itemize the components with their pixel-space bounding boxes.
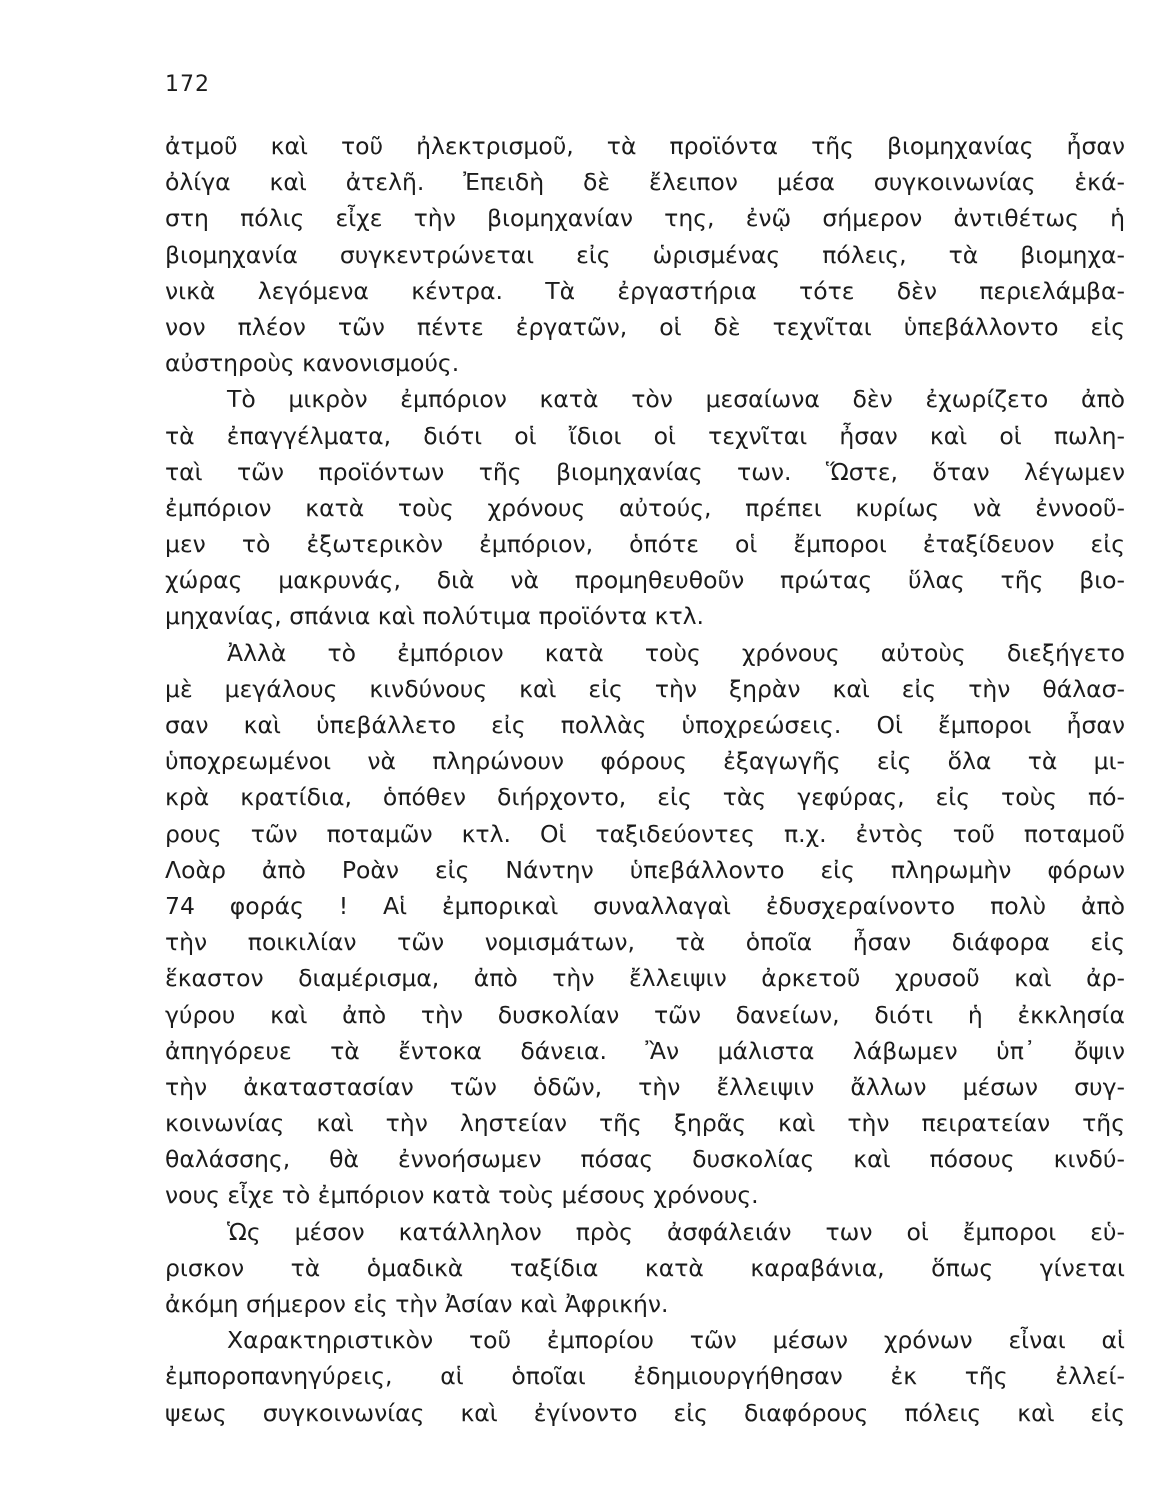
text-line: θαλάσσης, θὰ ἐννοήσωμεν πόσας δυσκολίας καὶ πόσους κινδύ- <box>165 1145 1125 1174</box>
text-line: ἀκόμη σήμερον εἰς τὴν Ἀσίαν καὶ Ἀφρικήν. <box>165 1290 669 1318</box>
text-line: νικὰ λεγόμενα κέντρα. Τὰ ἐργαστήρια τότε δὲν περιελάμβα- <box>165 276 1125 305</box>
text-line: Ὡς μέσον κατάλληλον πρὸς ἀσφάλειάν των οἱ ἔμποροι εὑ- <box>227 1217 1125 1246</box>
text-line: ἕκαστον διαμέρισμα, ἀπὸ τὴν ἔλλειψιν ἀρκετοῦ χρυσοῦ καὶ ἀρ- <box>165 964 1125 993</box>
page-number: 172 <box>165 72 210 97</box>
text-line: βιομηχανία συγκεντρώνεται εἰς ὡρισμένας πόλεις, τὰ βιομηχα- <box>165 240 1125 269</box>
text-line: Χαρακτηριστικὸν τοῦ ἐμπορίου τῶν μέσων χρόνων εἶναι αἱ <box>227 1326 1125 1355</box>
text-line: κοινωνίας καὶ τὴν ληστείαν τῆς ξηρᾶς καὶ τὴν πειρατείαν τῆς <box>165 1109 1125 1138</box>
text-line: τὴν ἀκαταστασίαν τῶν ὁδῶν, τὴν ἔλλειψιν ἄλλων μέσων συγ- <box>165 1072 1125 1101</box>
text-line: Ἀλλὰ τὸ ἐμπόριον κατὰ τοὺς χρόνους αὐτοὺς διεξήγετο <box>227 638 1125 667</box>
text-line: ἐμποροπανηγύρεις, αἱ ὁποῖαι ἐδημιουργήθησαν ἐκ τῆς ἐλλεί- <box>165 1362 1125 1391</box>
text-line: κρὰ κρατίδια, ὁπόθεν διήρχοντο, εἰς τὰς γεφύρας, εἰς τοὺς πό- <box>165 783 1125 812</box>
text-line: ἀπηγόρευε τὰ ἔντοκα δάνεια. Ἂν μάλιστα λάβωμεν ὑπ᾽ ὄψιν <box>165 1036 1125 1065</box>
text-line: ρισκον τὰ ὁμαδικὰ ταξίδια κατὰ καραβάνια, ὅπως γίνεται <box>165 1253 1125 1282</box>
text-line: ὀλίγα καὶ ἀτελῆ. Ἐπειδὴ δὲ ἔλειπον μέσα συγκοινωνίας ἑκά- <box>165 168 1125 197</box>
text-line: ὑποχρεωμένοι νὰ πληρώνουν φόρους ἐξαγωγῆς εἰς ὅλα τὰ μι- <box>165 747 1125 776</box>
body-text <box>165 128 1125 1431</box>
text-line: ἐμπόριον κατὰ τοὺς χρόνους αὐτούς, πρέπει κυρίως νὰ ἐννοοῦ- <box>165 493 1125 522</box>
text-line: στη πόλις εἶχε τὴν βιομηχανίαν της, ἐνῷ σήμερον ἀντιθέτως ἡ <box>165 204 1125 233</box>
text-line: αὐστηροὺς κανονισμούς. <box>165 349 460 378</box>
text-line: μεν τὸ ἐξωτερικὸν ἐμπόριον, ὁπότε οἱ ἔμποροι ἐταξίδευον εἰς <box>165 530 1125 559</box>
text-line: νον πλέον τῶν πέντε ἐργατῶν, οἱ δὲ τεχνῖται ὑπεβάλλοντο εἰς <box>165 312 1125 341</box>
text-line: μηχανίας, σπάνια καὶ πολύτιμα προϊόντα κτλ. <box>165 602 704 631</box>
text-line: ἀτμοῦ καὶ τοῦ ἠλεκτρισμοῦ, τὰ προϊόντα τῆς βιομηχανίας ἦσαν <box>165 132 1125 160</box>
text-line: γύρου καὶ ἀπὸ τὴν δυσκολίαν τῶν δανείων, διότι ἡ ἐκκλησία <box>165 1000 1125 1029</box>
text-line: χώρας μακρυνάς, διὰ νὰ προμηθευθοῦν πρώτας ὕλας τῆς βιο- <box>165 566 1125 595</box>
text-line: νους εἶχε τὸ ἐμπόριον κατὰ τοὺς μέσους χρόνους. <box>165 1181 759 1210</box>
text-line: Λοὰρ ἀπὸ Ροὰν εἰς Νάντην ὑπεβάλλοντο εἰς πληρωμὴν φόρων <box>165 855 1125 884</box>
text-line: σαν καὶ ὑπεβάλλετο εἰς πολλὰς ὑποχρεώσεις. Οἱ ἔμποροι ἦσαν <box>165 711 1125 739</box>
text-line: ρους τῶν ποταμῶν κτλ. Οἱ ταξιδεύοντες π.χ. ἐντὸς τοῦ ποταμοῦ <box>165 819 1125 848</box>
text-line: 74 φοράς ! Αἱ ἐμπορικαὶ συναλλαγαὶ ἐδυσχεραίνοντο πολὺ ἀπὸ <box>165 891 1125 920</box>
text-line: ταὶ τῶν προϊόντων τῆς βιομηχανίας των. Ὥστε, ὅταν λέγωμεν <box>165 457 1125 486</box>
text-line: Τὸ μικρὸν ἐμπόριον κατὰ τὸν μεσαίωνα δὲν ἐχωρίζετο ἀπὸ <box>227 385 1125 414</box>
text-line: τὰ ἐπαγγέλματα, διότι οἱ ἴδιοι οἱ τεχνῖται ἦσαν καὶ οἱ πωλη- <box>165 421 1125 450</box>
text-line: μὲ μεγάλους κινδύνους καὶ εἰς τὴν ξηρὰν καὶ εἰς τὴν θάλασ- <box>165 674 1125 703</box>
text-line: τὴν ποικιλίαν τῶν νομισμάτων, τὰ ὁποῖα ἦσαν διάφορα εἰς <box>165 928 1125 957</box>
text-line: ψεως συγκοινωνίας καὶ ἐγίνοντο εἰς διαφόρους πόλεις καὶ εἰς <box>165 1398 1125 1427</box>
